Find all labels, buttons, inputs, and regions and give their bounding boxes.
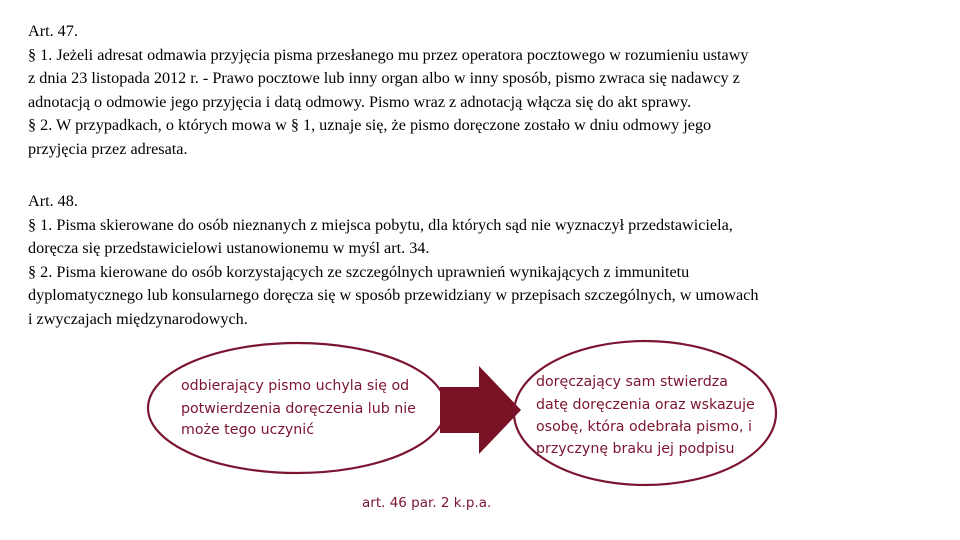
article-47-line: § 2. W przypadkach, o których mowa w § 1, uznaje się, że pismo doręczone zostało w dniu odmowy jego — [28, 116, 712, 135]
article-47-line: adnotacją o odmowie jego przyjęcia i datą odmowy. Pismo wraz z adnotacją włącza się do akt sprawy. — [28, 92, 692, 111]
article-47-line: przyjęcia przez adresata. — [28, 139, 188, 158]
article-48-line: § 2. Pisma kierowane do osób korzystających ze szczególnych uprawnień wynikających z immunitetu — [28, 262, 690, 281]
left-ellipse-line: może tego uczynić — [181, 422, 315, 438]
right-ellipse — [514, 341, 776, 485]
article-48-heading: Art. 48. — [28, 192, 78, 210]
right-ellipse-line: doręczający sam stwierdza — [536, 374, 728, 390]
article-48-line: § 1. Pisma skierowane do osób nieznanych z miejsca pobytu, dla których sąd nie wyznaczył przedstawiciela, — [28, 215, 733, 234]
left-ellipse-line: odbierający pismo uchyla się od — [181, 378, 410, 394]
right-ellipse-line: przyczynę braku jej podpisu — [536, 441, 735, 457]
article-48-line: i zwyczajach międzynarodowych. — [28, 309, 248, 328]
citation-label: art. 46 par. 2 k.p.a. — [362, 495, 492, 511]
article-47-line: z dnia 23 listopada 2012 r. - Prawo pocztowe lub inny organ albo w inny sposób, pismo zwraca się nadawcy z — [28, 69, 740, 88]
right-arrow-icon — [440, 366, 521, 454]
right-ellipse-line: osobę, która odebrała pismo, i — [536, 419, 752, 435]
right-ellipse-line: datę doręczenia oraz wskazuje — [536, 397, 755, 413]
article-47-heading: Art. 47. — [28, 22, 78, 40]
article-48-line: dyplomatycznego lub konsularnego doręcza się w sposób przewidziany w przepisach szczególnych, w umowach — [28, 286, 759, 305]
left-ellipse-line: potwierdzenia doręczenia lub nie — [181, 401, 416, 417]
article-48-line: doręcza się przedstawicielowi ustanowionemu w myśl art. 34. — [28, 239, 430, 258]
article-47-line: § 1. Jeżeli adresat odmawia przyjęcia pisma przesłanego mu przez operatora pocztowego w rozumieniu ustawy — [28, 45, 749, 64]
